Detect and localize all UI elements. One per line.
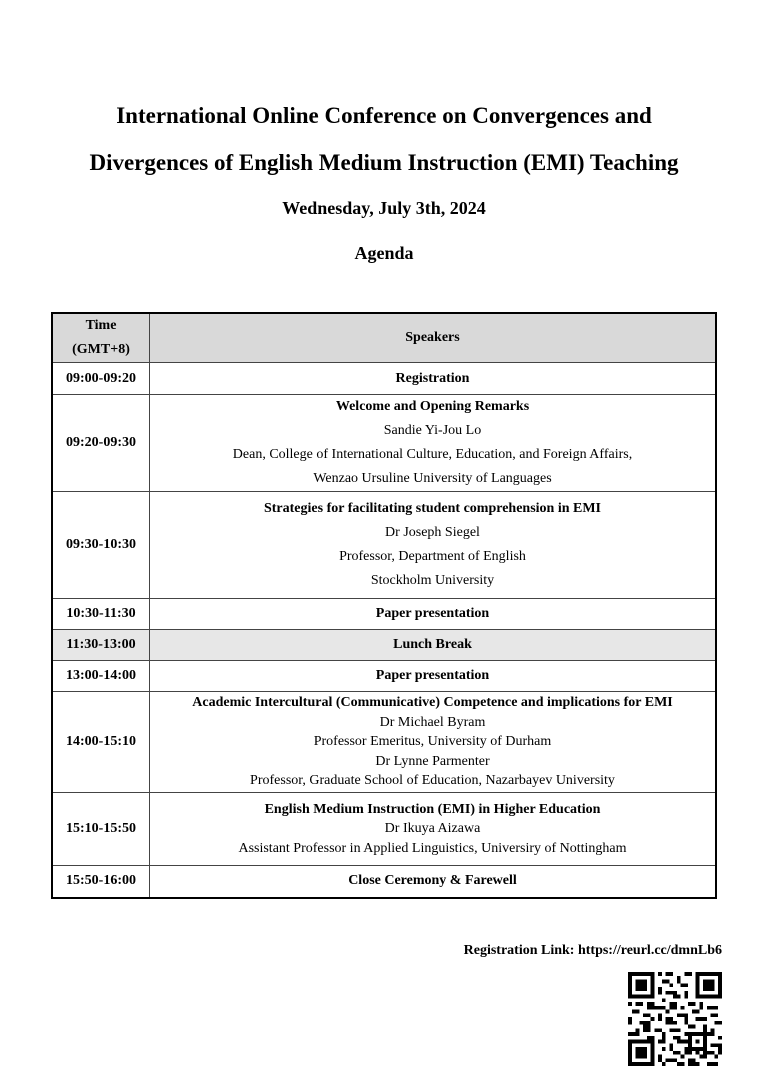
table-row bbox=[52, 395, 716, 492]
row-time: 15:10-15:50 bbox=[52, 793, 150, 866]
row-session-title: English Medium Instruction (EMI) in Higher Education bbox=[264, 801, 601, 817]
table-row bbox=[52, 793, 716, 866]
row-time: 09:00-09:20 bbox=[52, 363, 150, 395]
table-row bbox=[52, 661, 716, 692]
row-time: 13:00-14:00 bbox=[52, 661, 150, 692]
row-affiliation: Assistant Professor in Applied Linguistics, Universiry of Nottingham bbox=[238, 840, 627, 856]
row-session bbox=[150, 395, 717, 492]
row-affiliation: Professor Emeritus, University of Durham bbox=[313, 734, 552, 750]
agenda-table bbox=[51, 312, 717, 899]
row-session-title: Paper presentation bbox=[150, 661, 717, 692]
row-time: 15:50-16:00 bbox=[52, 866, 150, 898]
row-speaker: Dr Ikuya Aizawa bbox=[384, 821, 481, 837]
qr-code-icon[interactable] bbox=[628, 972, 722, 1066]
header-speakers: Speakers bbox=[150, 313, 717, 363]
row-affiliation: Stockholm University bbox=[370, 573, 495, 588]
header-time-label: Time bbox=[85, 318, 117, 333]
row-session-title: Welcome and Opening Remarks bbox=[335, 399, 530, 414]
row-session bbox=[150, 793, 717, 866]
row-speaker: Dr Michael Byram bbox=[379, 714, 486, 730]
header-time bbox=[52, 313, 150, 363]
row-time: 09:20-09:30 bbox=[52, 395, 150, 492]
row-speaker: Sandie Yi-Jou Lo bbox=[383, 423, 482, 438]
row-time: 11:30-13:00 bbox=[52, 630, 150, 661]
agenda-heading: Agenda bbox=[354, 243, 414, 263]
event-date: Wednesday, July 3th, 2024 bbox=[282, 198, 486, 218]
header-timezone-label: (GMT+8) bbox=[72, 342, 130, 357]
title-line-1: International Online Conference on Convergences and bbox=[116, 103, 652, 128]
table-row bbox=[52, 692, 716, 793]
table-row bbox=[52, 363, 716, 395]
row-affiliation: Wenzao Ursuline University of Languages bbox=[313, 471, 552, 486]
table-row bbox=[52, 492, 716, 599]
row-affiliation: Professor, Graduate School of Education, Nazarbayev University bbox=[250, 773, 615, 789]
table-header-row bbox=[52, 313, 716, 363]
row-session-title: Strategies for facilitating student comprehension in EMI bbox=[263, 501, 602, 516]
row-session-title: Academic Intercultural (Communicative) Competence and implications for EMI bbox=[192, 695, 673, 711]
row-affiliation: Professor, Department of English bbox=[339, 549, 526, 564]
row-session-title: Lunch Break bbox=[150, 630, 717, 661]
row-speaker: Dr Joseph Siegel bbox=[385, 525, 480, 540]
table-row bbox=[52, 866, 716, 898]
row-session-title: Paper presentation bbox=[150, 599, 717, 630]
row-session-title: Registration bbox=[150, 363, 717, 395]
row-time: 14:00-15:10 bbox=[52, 692, 150, 793]
table-row bbox=[52, 630, 716, 661]
row-time: 09:30-10:30 bbox=[52, 492, 150, 599]
registration-link[interactable]: Registration Link: https://reurl.cc/dmnLb6 bbox=[463, 943, 722, 958]
row-session bbox=[150, 492, 717, 599]
row-session-title: Close Ceremony & Farewell bbox=[150, 866, 717, 898]
title-line-2: Divergences of English Medium Instruction (EMI) Teaching bbox=[89, 150, 679, 175]
row-session bbox=[150, 692, 717, 793]
row-time: 10:30-11:30 bbox=[52, 599, 150, 630]
table-row bbox=[52, 599, 716, 630]
row-affiliation: Dean, College of International Culture, Education, and Foreign Affairs, bbox=[232, 447, 633, 462]
row-speaker: Dr Lynne Parmenter bbox=[375, 753, 490, 769]
